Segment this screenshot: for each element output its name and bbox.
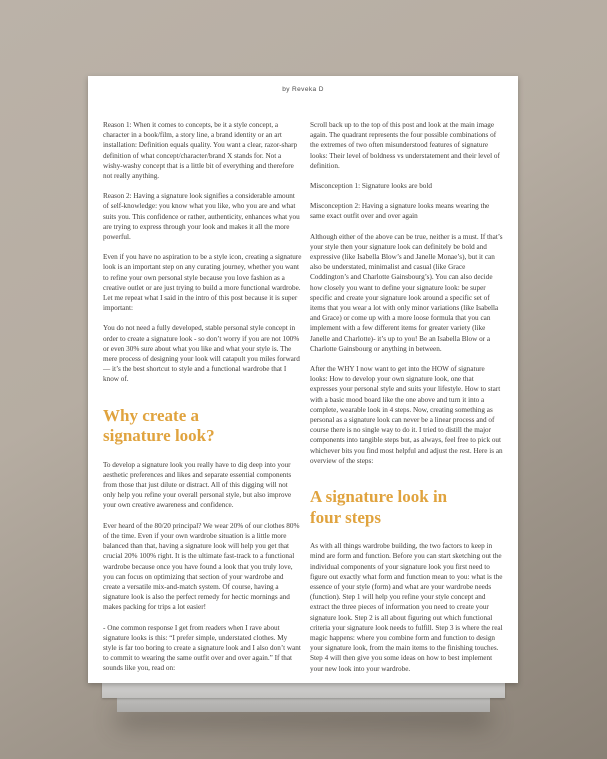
page-stack-middle xyxy=(102,682,505,698)
paragraph-dig-deep: To develop a signature look you really have to dig deep into your aesthetic preferences and likes and separate essential components from those that just dilute or distract. All of this digging will not only help you refine your overall personal style, but also improve your own creative awareness and confidence. xyxy=(103,460,292,510)
paragraph-scroll-back: Scroll back up to the top of this post and look at the main image again. The quadrant represents the four possible combinations of the extremes of two often misunderstood features of signature looks: Their level of boldness vs understatement and their level of definition. xyxy=(310,121,500,170)
paragraph-aspiration: Even if you have no aspiration to be a style icon, creating a signature look is an important step on any curating journey, whether you want to refine your own personal style because you love fashion as a creative outlet or are just trying to build a more functional wardrobe. Let me repeat what I said in the intro of this post because it is super important: xyxy=(103,253,302,313)
section-heading-four-steps xyxy=(310,487,503,528)
paragraph-common-response: - One common response I get from readers when I rave about signature looks is this: “I prefer simple, understated clothes. My style is far too boring to create a signature look and I also don’t want to commit to wearing the same outfit over and over again.” If that sounds like you, read on: xyxy=(103,623,301,673)
paragraph-no-concept-needed: You do not need a fully developed, stable personal style concept in order to create a signature look - so don’t worry if you are not 100% or even 30% sure about what you like and what your style is. The mere process of designing your look will catapult you miles forward — it’s the best shortcut to style and a functional wardrobe that I know of. xyxy=(103,324,300,384)
byline: by Reveka D xyxy=(282,86,324,93)
heading-line-1: Why create a xyxy=(103,405,199,425)
right-column xyxy=(310,120,503,683)
section-heading-why-create xyxy=(103,406,302,447)
paragraph-80-20: Ever heard of the 80/20 principal? We wear 20% of our clothes 80% of the time. Even if your own wardrobe situation is a little more balanced than that, having a signature look will help you get that crucial 20% 100% right. It is the ultimate fast-track to a functional wardrobe because once you have found a look that you truly love, you can focus on optimizing that section of your wardrobe and create a versatile mix-and-match system. Of course, having a signature look is also the perfect remedy for hectic mornings and makes packing for trips a lot easier! xyxy=(103,521,300,612)
heading-line-2: signature look? xyxy=(103,426,215,446)
paragraph-misconception-2: Misconception 2: Having a signature looks means wearing the same exact outfit over and over again xyxy=(310,202,490,221)
paragraph-form-function: As with all things wardrobe building, the two factors to keep in mind are form and function. Before you can start sketching out the individual components of your signature look you first need to figure out exactly what form and function mean to you: what is the essence of your style (form) and what are your wardrobe needs (function). Step 1 will help you refine your style concept and extract the three pieces of information you need to create your signature look. Step 2 is all about figuring out which functional criteria your signature look needs to fulfill. Step 3 is where the real magic happens: where you combine form and function to design your signature look, from the main items to the finishing touches. Step 4 will then give you some ideas on how to best implement your new look into your wardrobe. xyxy=(310,542,503,673)
paragraph-reason-1: Reason 1: When it comes to concepts, be it a style concept, a character in a book/film, a story line, a brand identity or an art installation: Definition equals quality. You want a clear, razor-sharp definition of what concept/character/brand X stands for. Not a wishy-washy concept that is a little bit of everything and therefore not really anything. xyxy=(103,121,298,181)
paragraph-misconception-1: Misconception 1: Signature looks are bold xyxy=(310,182,432,191)
left-column xyxy=(103,120,302,683)
heading-line-1: A signature look in xyxy=(310,487,448,507)
article-columns xyxy=(88,120,518,683)
paragraph-either-can-be-true: Although either of the above can be true, neither is a must. If that’s your style then your signature look can definitely be bold and expressive (like Isabella Blow’s and Janelle Monae’s), but it can also be understated, minimalist and casual (like Grace Coddington’s and Charlotte Gainsbourg’s). You can also decide how closely you want to define your signature look: be super specific and create your signature look around a specific set of items that you wear a lot with only minor variations (like Isabella and Grace) or come up with a more loose formula that you can implement with a few different items for greater variety (like Janelle and Charlotte)- it’s up to you! Be an Isabella Blow or a Charlotte Gainsbourg or anything in between. xyxy=(310,232,503,353)
document-page xyxy=(88,76,518,683)
page-stack-bottom xyxy=(117,697,490,712)
paragraph-after-the-why: After the WHY I now want to get into the HOW of signature looks: How to develop your own signature look, one that expresses your personal style and suits your lifestyle. How to start with a basic mood board like the one above and turn it into a complete, wearable look in 4 steps. Now, creating something as personal as a signature look can never be a linear process and of course there is no single way to do it. I tried to distill the major components into tangible steps but, as always, feel free to pick out whichever bits you find most helpful and adjust the rest. Here is an overview of the steps: xyxy=(310,365,503,465)
heading-line-2: four steps xyxy=(310,507,381,527)
paragraph-reason-2: Reason 2: Having a signature look signifies a considerable amount of self-knowledge: you know what you like, who you are and what suits you. This confidence or rather, authenticity, enhances what you are trying to express through your look and makes it all the more powerful. xyxy=(103,192,300,242)
